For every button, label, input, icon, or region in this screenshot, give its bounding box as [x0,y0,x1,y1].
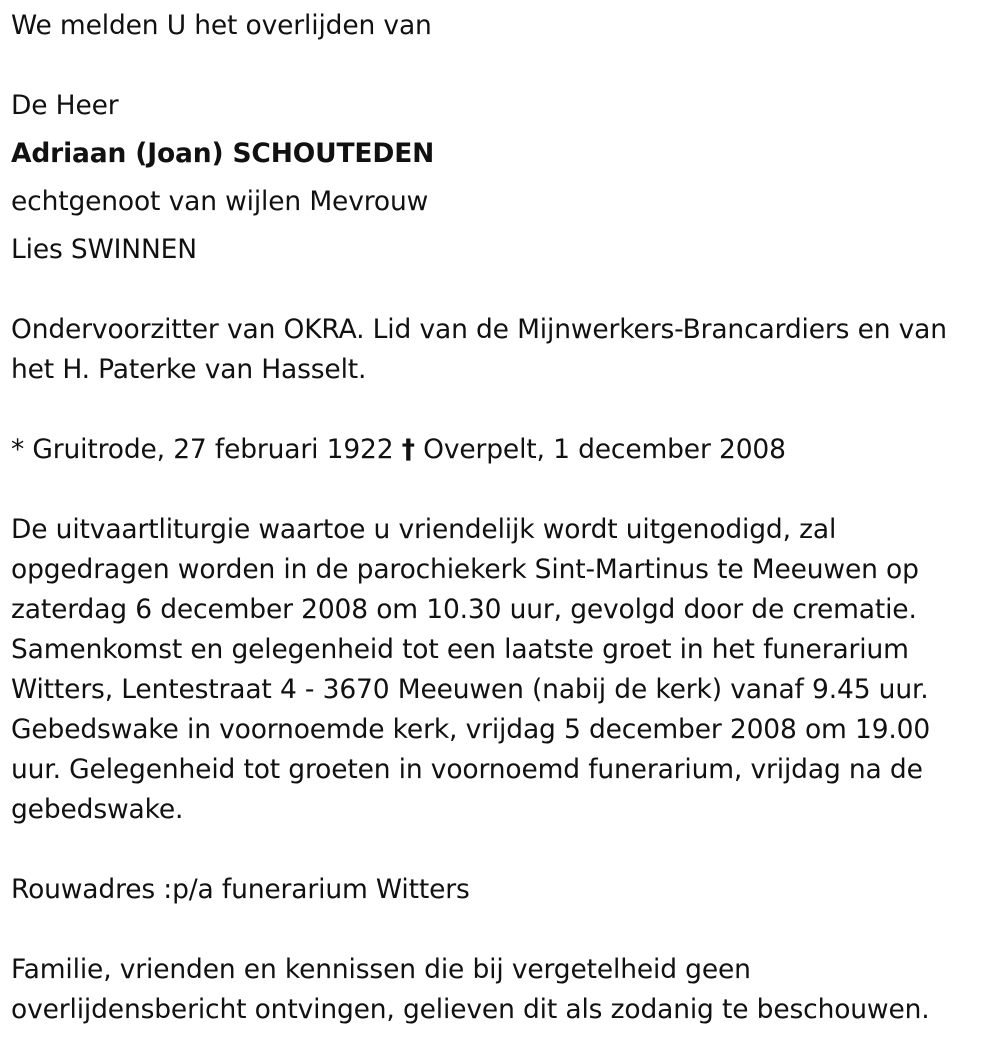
service-line-7: uur. Gelegenheid tot groeten in voornoemd funerarium, vrijdag na de [11,754,923,785]
roles-line-2: het H. Paterke van Hasselt. [11,354,367,385]
deceased-name: Adriaan (Joan) SCHOUTEDEN [11,138,435,169]
address-text: Rouwadres :p/a funerarium Witters [11,874,470,905]
title-text: De Heer [11,90,119,121]
cross-icon: † [401,434,415,465]
service-line-3: zaterdag 6 december 2008 om 10.30 uur, gevolgd door de crematie. [11,594,917,625]
dates-line [11,430,786,470]
spouse-line-2: Lies SWINNEN [11,234,197,265]
intro-text: We melden U het overlijden van [11,10,432,41]
death-text: Overpelt, 1 december 2008 [423,434,786,465]
service-line-5: Witters, Lentestraat 4 - 3670 Meeuwen (nabij de kerk) vanaf 9.45 uur. [11,674,929,705]
closing-line-2: overlijdensbericht ontvingen, gelieven dit als zodanig te beschouwen. [11,994,930,1025]
roles-line-1: Ondervoorzitter van OKRA. Lid van de Mijnwerkers-Brancardiers en van [11,314,947,345]
service-line-4: Samenkomst en gelegenheid tot een laatste groet in het funerarium [11,634,909,665]
service-line-8: gebedswake. [11,794,184,825]
spouse-line-1: echtgenoot van wijlen Mevrouw [11,186,429,217]
birth-text: * Gruitrode, 27 februari 1922 [11,434,394,465]
service-line-1: De uitvaartliturgie waartoe u vriendelijk wordt uitgenodigd, zal [11,514,837,545]
closing-line-1: Familie, vrienden en kennissen die bij vergetelheid geen [11,954,751,985]
service-line-2: opgedragen worden in de parochiekerk Sint-Martinus te Meeuwen op [11,554,919,585]
service-line-6: Gebedswake in voornoemde kerk, vrijdag 5 december 2008 om 19.00 [11,714,931,745]
